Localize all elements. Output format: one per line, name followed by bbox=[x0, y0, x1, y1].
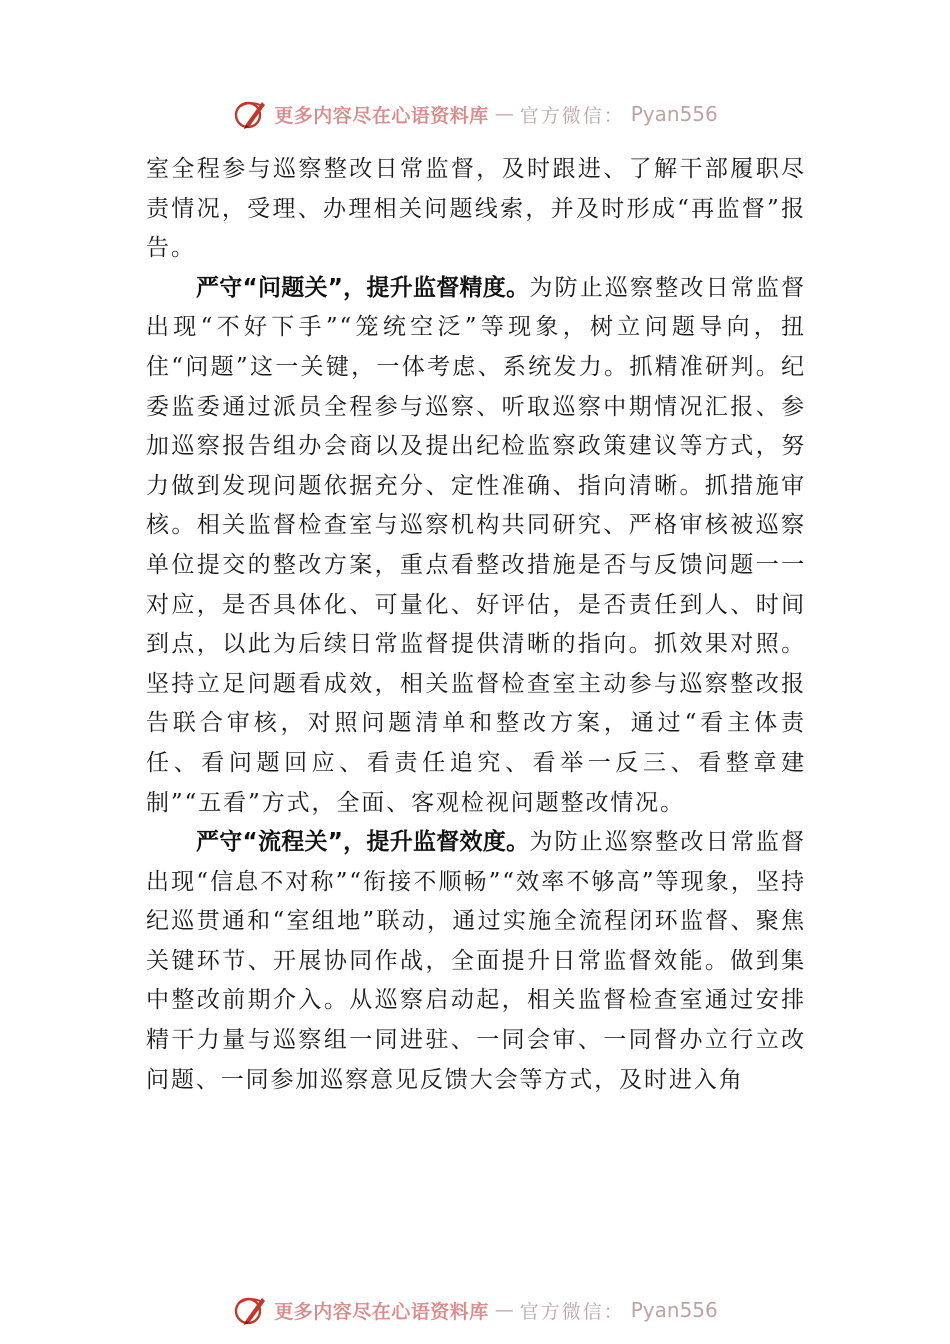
banner-wechat-label: 官方微信： bbox=[519, 104, 625, 127]
banner-wechat-label: 官方微信： bbox=[519, 1300, 625, 1323]
banner-dash: — bbox=[494, 1299, 514, 1321]
footer-watermark-banner bbox=[0, 1290, 950, 1330]
banner-brand-text: 更多内容尽在心语资料库 bbox=[274, 1300, 489, 1323]
header-watermark-banner bbox=[0, 94, 950, 134]
paragraph-body: 为防止巡察整改日常监督出现“信息不对称”“衔接不顺畅”“效率不够高”等现象，坚持纪巡贯通和“室组地”联动，通过实施全流程闭环监督、聚焦关键环节、开展协同作战，全面提升日常监督效能。做到集中整改前期介入。从巡察启动起，相关监督检查室通过安排精干力量与巡察组一同进驻、一同会审、一同督办立行立改问题、一同参加巡察意见反馈大会等方式，及时进入角 bbox=[146, 829, 807, 1093]
banner-wechat-handle: Pyan556 bbox=[630, 1298, 718, 1322]
pen-logo-icon bbox=[232, 96, 268, 132]
document-body bbox=[146, 150, 806, 1100]
paragraph-process-gate bbox=[146, 823, 806, 1100]
banner-brand-text: 更多内容尽在心语资料库 bbox=[274, 104, 489, 127]
paragraph-heading: 严守“流程关”，提升监督效度。 bbox=[196, 829, 530, 856]
paragraph-body: 室全程参与巡察整改日常监督，及时跟进、了解干部履职尽责情况，受理、办理相关问题线索，并及时形成“再监督”报告。 bbox=[146, 156, 806, 262]
paragraph-heading: 严守“问题关”，提升监督精度。 bbox=[196, 274, 530, 301]
banner-wechat-handle: Pyan556 bbox=[630, 102, 718, 126]
pen-logo-icon bbox=[232, 1292, 268, 1328]
paragraph-body: 为防止巡察整改日常监督出现“不好下手”“笼统空泛”等现象，树立问题导向，扭住“问题”这一关键，一体考虑、系统发力。抓精准研判。纪委监委通过派员全程参与巡察、听取巡察中期情况汇报、参加巡察报告组办会商以及提出纪检监察政策建议等方式，努力做到发现问题依据充分、定性准确、指向清晰。抓措施审核。相关监督检查室与巡察机构共同研究、严格审核被巡察单位提交的整改方案，重点看整改措施是否与反馈问题一一对应，是否具体化、可量化、好评估，是否责任到人、时间到点，以此为后续日常监督提供清晰的指向。抓效果对照。坚持立足问题看成效，相关监督检查室主动参与巡察整改报告联合审核，对照问题清单和整改方案，通过“看主体责任、看问题回应、看责任追究、看举一反三、看整章建制”“五看”方式，全面、客观检视问题整改情况。 bbox=[146, 274, 807, 816]
paragraph-problem-gate bbox=[146, 269, 806, 823]
paragraph-continuation bbox=[146, 150, 806, 269]
banner-dash: — bbox=[494, 103, 514, 125]
